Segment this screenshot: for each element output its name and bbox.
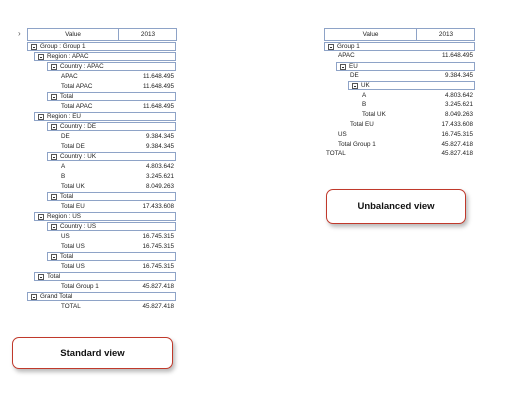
collapse-icon[interactable] [38, 214, 44, 220]
unbalanced-header-year[interactable]: 2013 [438, 31, 454, 38]
row-value: 45.827.418 [441, 150, 473, 158]
standard-header-value[interactable]: Value [65, 31, 81, 38]
row-header-label: Country : APAC [60, 63, 104, 70]
row-value: 45.827.418 [142, 302, 174, 310]
collapse-icon[interactable] [51, 154, 57, 160]
row-header-label: Country : UK [60, 153, 97, 160]
row-label: APAC [338, 52, 355, 60]
row-label: B [61, 172, 66, 180]
row-label: Total APAC [61, 82, 93, 90]
row-header-region-eu[interactable] [34, 112, 176, 121]
row-label: Total UK [61, 182, 85, 190]
row-label: A [362, 91, 367, 99]
row-label: Total APAC [61, 102, 93, 110]
row-label: DE [61, 132, 70, 140]
row-value: 16.745.315 [142, 242, 174, 250]
row-value: 3.245.621 [145, 172, 174, 180]
row-header-group-group-1[interactable] [27, 42, 176, 51]
row-label: Total EU [61, 202, 85, 210]
row-header-country-apac[interactable] [47, 62, 176, 71]
row-header-label: Total [60, 93, 74, 100]
row-header-country-uk[interactable] [47, 152, 176, 161]
row-value: 11.648.495 [441, 52, 473, 60]
collapse-icon[interactable] [352, 83, 358, 89]
collapse-icon[interactable] [38, 274, 44, 280]
row-header-total[interactable] [47, 92, 176, 101]
row-label: Total UK [362, 111, 386, 119]
row-label: Total DE [61, 142, 85, 150]
row-label: Total Group 1 [61, 282, 99, 290]
row-value: 16.745.315 [142, 262, 174, 270]
row-value: 11.648.495 [142, 72, 174, 80]
row-selector-caret[interactable]: › [18, 29, 21, 38]
standard-header-year[interactable]: 2013 [140, 31, 156, 38]
row-label: DE [350, 71, 359, 79]
row-label: Total US [61, 262, 85, 270]
row-label: TOTAL [61, 302, 81, 310]
row-header-eu[interactable] [336, 62, 475, 71]
collapse-icon[interactable] [51, 254, 57, 260]
row-header-country-us[interactable] [47, 222, 176, 231]
collapse-icon[interactable] [38, 54, 44, 60]
row-value: 8.049.263 [444, 111, 473, 119]
collapse-icon[interactable] [51, 94, 57, 100]
row-label: Total Group 1 [338, 140, 376, 148]
collapse-icon[interactable] [51, 194, 57, 200]
row-header-region-apac[interactable] [34, 52, 176, 61]
row-header-label: Grand Total [40, 293, 73, 300]
row-value: 9.384.345 [444, 71, 473, 79]
row-header-total[interactable] [34, 272, 176, 281]
row-value: 8.049.263 [145, 182, 174, 190]
collapse-icon[interactable] [51, 64, 57, 70]
row-header-label: Group : Group 1 [40, 43, 86, 50]
row-value: 16.745.315 [142, 232, 174, 240]
row-header-grand-total[interactable] [27, 292, 176, 301]
collapse-icon[interactable] [31, 44, 37, 50]
row-header-uk[interactable] [348, 81, 475, 90]
standard-view-callout: Standard view [12, 337, 173, 369]
row-header-label: EU [349, 62, 358, 70]
row-label: US [338, 130, 347, 138]
unbalanced-header [324, 28, 475, 41]
row-header-label: Total [60, 253, 74, 260]
row-label: US [61, 232, 70, 240]
collapse-icon[interactable] [31, 294, 37, 300]
row-header-label: Region : US [47, 213, 81, 220]
row-value: 45.827.418 [142, 282, 174, 290]
row-header-label: Country : DE [60, 123, 97, 130]
row-label: A [61, 162, 66, 170]
collapse-icon[interactable] [38, 114, 44, 120]
row-header-label: Country : US [60, 223, 97, 230]
row-header-region-us[interactable] [34, 212, 176, 221]
row-value: 9.384.345 [145, 132, 174, 140]
row-label: Total US [61, 242, 85, 250]
row-value: 11.648.495 [142, 102, 174, 110]
row-value: 11.648.495 [142, 82, 174, 90]
row-value: 9.384.345 [145, 142, 174, 150]
row-label: Total EU [350, 120, 374, 128]
row-value: 45.827.418 [441, 140, 473, 148]
unbalanced-view-callout: Unbalanced view [326, 189, 466, 224]
collapse-icon[interactable] [328, 44, 334, 50]
row-label: TOTAL [326, 150, 346, 158]
row-value: 4.803.642 [145, 162, 174, 170]
row-value: 17.433.608 [142, 202, 174, 210]
row-value: 16.745.315 [441, 130, 473, 138]
collapse-icon[interactable] [51, 124, 57, 130]
row-header-country-de[interactable] [47, 122, 176, 131]
row-header-label: UK [361, 82, 370, 90]
unbalanced-header-value[interactable]: Value [362, 31, 379, 38]
row-header-label: Total [60, 193, 74, 200]
row-value: 4.803.642 [444, 91, 473, 99]
row-header-label: Region : EU [47, 113, 81, 120]
row-header-total[interactable] [47, 192, 176, 201]
row-header-label: Group 1 [337, 43, 360, 50]
row-header-label: Total [47, 273, 61, 280]
row-value: 17.433.608 [441, 120, 473, 128]
collapse-icon[interactable] [51, 224, 57, 230]
standard-header [27, 28, 177, 41]
collapse-icon[interactable] [340, 64, 346, 70]
row-header-total[interactable] [47, 252, 176, 261]
row-value: 3.245.621 [444, 101, 473, 109]
row-header-label: Region : APAC [47, 53, 89, 60]
row-header-group-1[interactable] [324, 42, 475, 51]
row-label: APAC [61, 72, 78, 80]
row-label: B [362, 101, 367, 109]
